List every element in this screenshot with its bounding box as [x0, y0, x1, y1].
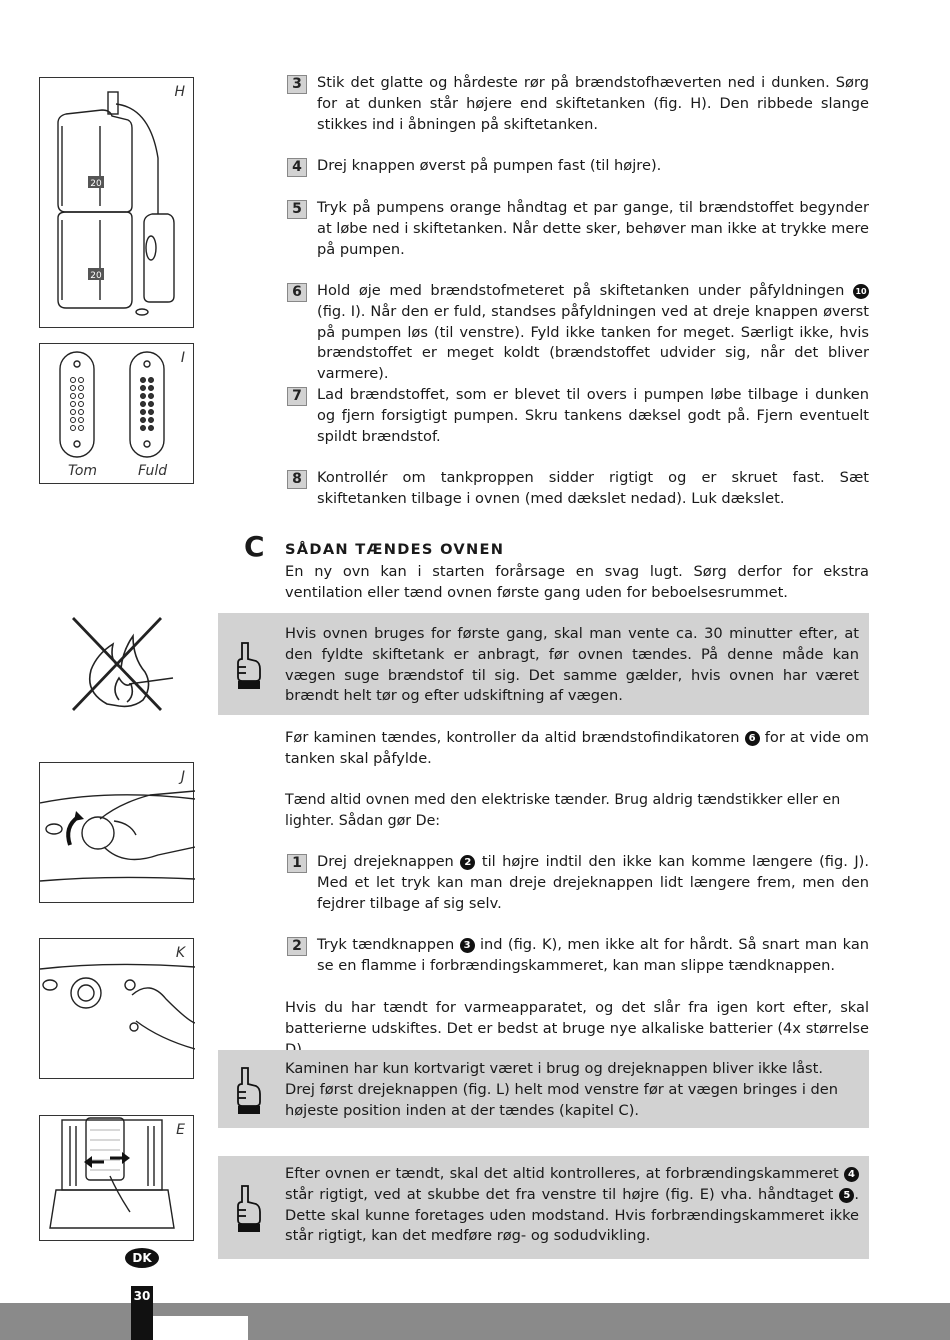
- step-text: [317, 935, 869, 977]
- step-text: Lad brændstoffet, som er blevet til overs i pumpen løbe tilbage i dunken og fjern forsigtigt pumpen. Skru tankens dæksel godt på. Fjern eventuelt spildt brændstof.: [317, 386, 869, 445]
- step-number: 3: [287, 75, 307, 94]
- fuel-indicator-paragraph: [285, 728, 869, 770]
- ignition-button-illustration: [40, 939, 195, 1080]
- step-6: [287, 281, 869, 385]
- step-number: 4: [287, 158, 307, 177]
- figure-h: [39, 77, 194, 328]
- footer-white-strip: [153, 1316, 248, 1340]
- container-badge-top: 20: [90, 179, 102, 189]
- note-first-use: [218, 613, 869, 715]
- language-badge: DK: [125, 1248, 159, 1268]
- note-text: [285, 1164, 859, 1247]
- note-combustion-chamber: [218, 1156, 869, 1259]
- step-number: 2: [287, 937, 307, 956]
- page-number: 30: [133, 1289, 151, 1303]
- figure-j: [39, 762, 194, 903]
- pointing-hand-icon: [232, 639, 264, 691]
- figure-k: [39, 938, 194, 1079]
- ignition-paragraph: Tænd altid ovnen med den elektriske tænder. Brug aldrig tændstikker eller en lighter. Sådan gør De:: [285, 792, 841, 829]
- note-line-1: Kaminen har kun kortvarigt været i brug og drejeknappen bliver ikke låst.: [285, 1060, 824, 1077]
- reference-number-badge: 10: [853, 284, 869, 299]
- paragraph-text-a: Før kaminen tændes, kontroller da altid brændstofindikatoren: [285, 729, 740, 746]
- figure-label: E: [176, 1122, 185, 1138]
- step-text-b: til højre indtil den ikke kan komme længere (fig. J). Med et let tryk kan man dreje drejeknappen lidt længere frem, men den fejdrer tilbage af sig selv.: [317, 853, 870, 912]
- step-text-a: Hold øje med brændstofmeteret på skiftetanken under påfyldningen: [317, 282, 845, 299]
- step-text: [317, 281, 869, 385]
- reference-number-badge: 2: [460, 855, 475, 870]
- section-letter: C: [244, 530, 265, 563]
- step-8: [287, 468, 869, 510]
- step-text-b: ind (fig. K), men ikke alt for hårdt. Så snart man kan se en flamme i forbrændingskammeret, kan man slippe tændknappen.: [317, 936, 870, 974]
- container-badge-bottom: 20: [90, 271, 102, 281]
- reference-number-badge: 6: [745, 731, 760, 746]
- figure-e: [39, 1115, 194, 1241]
- fuel-container-illustration: [40, 78, 195, 329]
- reference-number-badge: 4: [844, 1167, 859, 1182]
- step-text: [317, 852, 869, 914]
- figure-label: I: [180, 350, 185, 366]
- gauge-caption-empty: Tom: [68, 463, 98, 479]
- step-number: 5: [287, 200, 307, 219]
- gauge-caption-full: Fuld: [138, 463, 168, 479]
- note-line-2: Drej først drejeknappen (fig. L) helt mod venstre før at vægen bringes i den højeste position inden at der tændes (kapitel C).: [285, 1080, 839, 1119]
- paragraph-text-b: for at vide om tanken skal påfylde.: [285, 729, 870, 767]
- step-text-a: Tryk tændknappen: [317, 936, 455, 953]
- figure-label: K: [175, 945, 185, 961]
- step-number: 8: [287, 470, 307, 489]
- step-text: Drej knappen øverst på pumpen fast (til højre).: [317, 157, 662, 174]
- note-text-a: Efter ovnen er tændt, skal det altid kontrolleres, at forbrændingskammeret: [285, 1165, 839, 1182]
- step-number: 1: [287, 854, 307, 873]
- step-text: Tryk på pumpens orange håndtag et par gange, til brændstoffet begynder at løbe ned i skiftetanken. Når dette sker, behøver man ikke at trykke mere på pumpen.: [317, 199, 869, 258]
- combustion-chamber-illustration: [40, 1116, 195, 1242]
- pointing-hand-icon: [232, 1064, 264, 1116]
- figure-label: H: [174, 84, 185, 100]
- battery-paragraph: Hvis du har tændt for varmeapparatet, og det slår fra igen kort efter, skal batterierne udskiftes. Det er bedst at bruge nye alkaliske batterier (4x størrelse: [285, 999, 869, 1037]
- reference-number-badge: 3: [460, 938, 475, 953]
- pointing-hand-icon: [232, 1182, 264, 1234]
- no-open-flame-icon: [67, 614, 177, 714]
- step-text: Kontrollér om tankproppen sidder rigtigt og er skruet fast. Sæt skiftetanken tilbage i ovnen (med dækslet nedad). Luk dækslet.: [317, 469, 869, 507]
- step-text: Stik det glatte og hårdeste rør på brændstofhæverten ned i dunken. Sørg for at dunken står højere end skiftetanken (fig. H). Den ribbede slange stikkes ind i åbningen på skiftetanken.: [317, 74, 869, 133]
- note-text: Hvis ovnen bruges for første gang, skal man vente ca. 30 minutter efter, at den fyldte skiftetank er anbragt, før ovnen tændes. På denne måde kan vægen suge brændstof til sig. Det samme gælder, hvis ovnen har været brændt helt tør og efter udskiftning af vægen.: [285, 625, 859, 705]
- step-7: [287, 385, 869, 447]
- section-intro: En ny ovn kan i starten forårsage en svag lugt. Sørg derfor for ekstra ventilation eller tænd ovnen første gang uden for beboelsesrummet.: [285, 563, 869, 601]
- step-3: [287, 73, 869, 135]
- note-knob-not-locked: [218, 1050, 869, 1128]
- note-text-b: står rigtigt, ved at skubbe det fra venstre til højre (fig. E) vha. håndtaget: [285, 1185, 834, 1203]
- reference-number-badge: 5: [839, 1188, 854, 1203]
- step-text-a: Drej drejeknappen: [317, 853, 454, 870]
- step-number: 6: [287, 283, 307, 302]
- note-text-c: . Dette skal kunne foretages uden modstand. Hvis forbrændingskammeret ikke står rigtigt, kan det medføre røg- og sodudvikling.: [285, 1185, 859, 1245]
- step-1: [287, 852, 869, 914]
- step-text-b: (fig. I). Når den er fuld, standses påfyldningen ved at dreje knappen øverst på pumpen løs (til venstre). Fyld ikke tanken for meget. Særligt ikke, hvis brændstoffet er meget koldt (brændstoffet udvider sig, når det bliver varmere).: [317, 302, 869, 383]
- section-title: SÅDAN TÆNDES OVNEN: [285, 541, 505, 558]
- note-text: [285, 1059, 859, 1121]
- figure-label: J: [180, 769, 185, 785]
- turn-knob-illustration: [40, 763, 195, 904]
- step-4: [287, 156, 869, 177]
- step-5: [287, 198, 869, 260]
- step-2: [287, 935, 869, 977]
- step-number: 7: [287, 387, 307, 406]
- fuel-gauge-illustration: [40, 344, 195, 485]
- figure-i: [39, 343, 194, 484]
